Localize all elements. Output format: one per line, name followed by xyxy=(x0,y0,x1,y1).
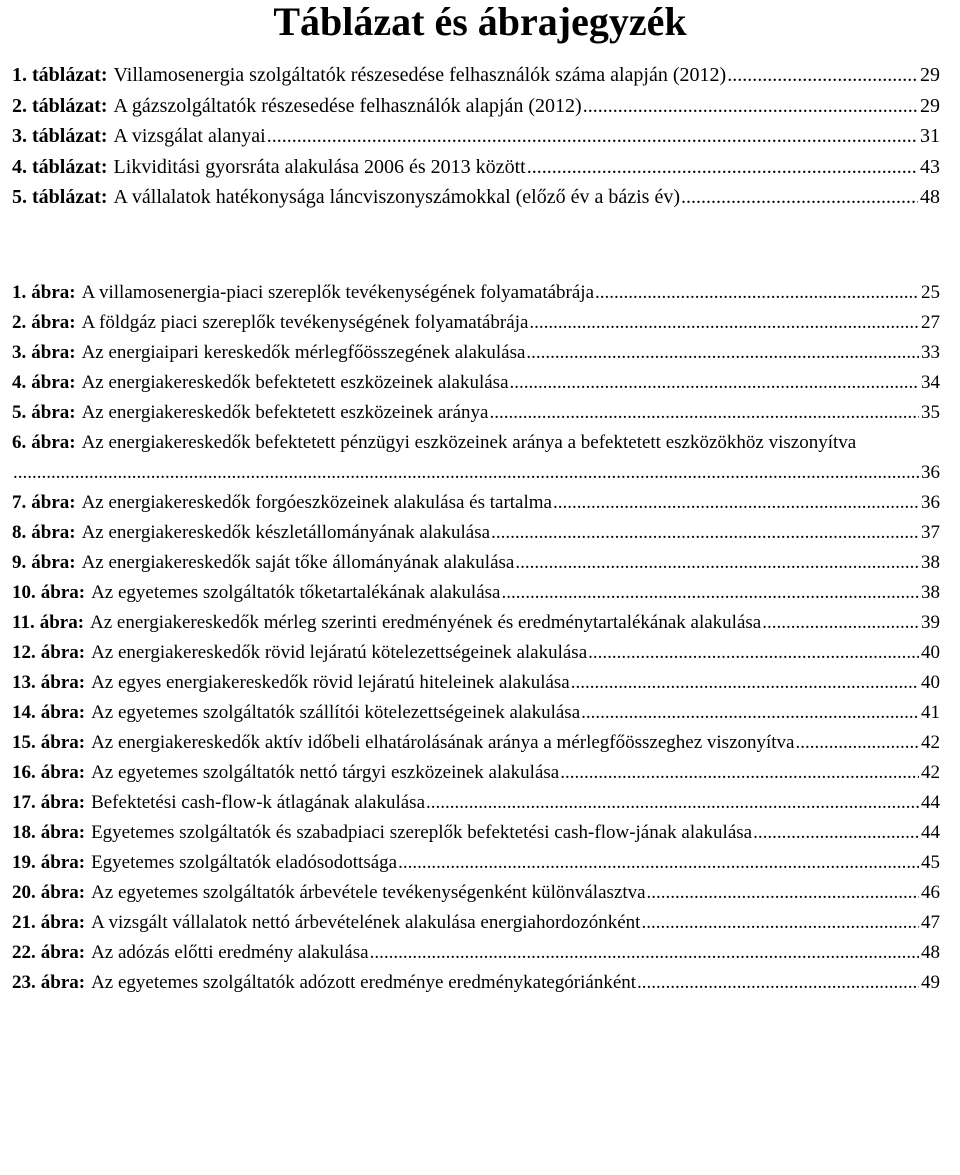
entry-title: Az energiakereskedők készletállományának alakulása xyxy=(81,522,491,543)
toc-entry-figure[interactable] xyxy=(12,698,940,728)
toc-entry-figure-continuation[interactable] xyxy=(12,458,940,488)
dot-leader xyxy=(267,121,918,152)
figure-list xyxy=(12,278,940,998)
entry-number: 2. xyxy=(12,94,27,117)
page-title: Táblázat és ábrajegyzék xyxy=(273,0,687,44)
entry-page: 29 xyxy=(920,64,940,86)
dot-leader xyxy=(510,368,919,398)
entry-page: 34 xyxy=(921,372,940,393)
toc-entry-figure[interactable] xyxy=(12,908,940,938)
toc-entry-figure[interactable] xyxy=(12,488,940,518)
entry-kind: ábra: xyxy=(31,432,76,453)
entry-title: Az energiakereskedők aktív időbeli elhatárolásának aránya a mérlegfőösszeghez viszonyítva xyxy=(91,732,795,753)
entry-number: 14. xyxy=(12,702,36,723)
dot-leader xyxy=(426,788,919,818)
toc-entry-figure[interactable] xyxy=(12,428,940,458)
dot-leader xyxy=(762,608,919,638)
dot-leader xyxy=(398,848,919,878)
dot-leader xyxy=(753,818,919,848)
entry-kind: táblázat: xyxy=(32,125,108,148)
entry-kind: ábra: xyxy=(40,822,86,843)
toc-entry-figure[interactable] xyxy=(12,848,940,878)
toc-entry-table[interactable] xyxy=(12,182,940,213)
toc-entry-figure[interactable] xyxy=(12,728,940,758)
entry-page: 25 xyxy=(921,282,940,303)
toc-entry-figure[interactable] xyxy=(12,788,940,818)
entry-kind: ábra: xyxy=(40,672,86,693)
entry-kind: ábra: xyxy=(40,792,86,813)
entry-number: 8. xyxy=(12,522,27,543)
entry-page: 42 xyxy=(921,762,940,783)
entry-title: Az adózás előtti eredmény alakulása xyxy=(91,942,369,963)
dot-leader xyxy=(727,60,918,91)
toc-entry-figure[interactable] xyxy=(12,608,940,638)
dot-leader xyxy=(583,91,918,122)
toc-entry-figure[interactable] xyxy=(12,758,940,788)
toc-entry-figure[interactable] xyxy=(12,398,940,428)
toc-entry-figure[interactable] xyxy=(12,278,940,308)
entry-page: 39 xyxy=(921,612,940,633)
entry-title: Az energiakereskedők saját tőke állományának alakulása xyxy=(81,552,515,573)
dot-leader xyxy=(588,638,919,668)
entry-number: 1. xyxy=(12,282,27,303)
entry-title: Az energiakereskedők mérleg szerinti eredményének és eredménytartalékának alakulása xyxy=(90,612,762,633)
entry-title: Az energiaipari kereskedők mérlegfőösszegének alakulása xyxy=(81,342,526,363)
entry-number: 20. xyxy=(12,882,36,903)
dot-leader xyxy=(553,488,919,518)
dot-leader xyxy=(637,968,919,998)
entry-title: Az egyetemes szolgáltatók árbevétele tevékenységenként különválasztva xyxy=(91,882,646,903)
entry-title: Az energiakereskedők befektetett pénzügyi eszközeinek aránya a befektetett eszközökhöz viszonyítva xyxy=(81,432,857,453)
entry-number: 23. xyxy=(12,972,36,993)
entry-number: 2. xyxy=(12,312,27,333)
dot-leader xyxy=(491,518,919,548)
toc-entry-figure[interactable] xyxy=(12,518,940,548)
entry-number: 5. xyxy=(12,186,27,209)
entry-number: 5. xyxy=(12,402,27,423)
entry-page: 44 xyxy=(921,822,940,843)
dot-leader xyxy=(681,182,918,213)
entry-page: 40 xyxy=(921,642,940,663)
toc-entry-figure[interactable] xyxy=(12,938,940,968)
toc-entry-figure[interactable] xyxy=(12,578,940,608)
entry-kind: táblázat: xyxy=(32,155,108,178)
table-list xyxy=(12,60,940,213)
dot-leader xyxy=(529,308,919,338)
entry-page: 38 xyxy=(921,582,940,603)
entry-number: 18. xyxy=(12,822,36,843)
toc-entry-table[interactable] xyxy=(12,91,940,122)
entry-kind: ábra: xyxy=(31,552,76,573)
entry-kind: táblázat: xyxy=(32,94,108,117)
toc-entry-figure[interactable] xyxy=(12,638,940,668)
dot-leader xyxy=(641,908,919,938)
entry-kind: táblázat: xyxy=(32,64,108,86)
toc-entry-table[interactable] xyxy=(12,152,940,183)
entry-number: 4. xyxy=(12,372,27,393)
entry-title: Az egyetemes szolgáltatók tőketartalékának alakulása xyxy=(91,582,501,603)
entry-page: 36 xyxy=(921,492,940,513)
entry-page: 44 xyxy=(921,792,940,813)
toc-entry-figure[interactable] xyxy=(12,338,940,368)
entry-kind: táblázat: xyxy=(32,186,108,209)
entry-kind: ábra: xyxy=(40,642,86,663)
entry-number: 10. xyxy=(12,582,36,603)
entry-page: 38 xyxy=(921,552,940,573)
toc-entry-table[interactable] xyxy=(12,60,940,91)
entry-page: 45 xyxy=(921,852,940,873)
entry-number: 22. xyxy=(12,942,36,963)
entry-number: 17. xyxy=(12,792,36,813)
entry-page: 49 xyxy=(921,972,940,993)
entry-page: 35 xyxy=(921,402,940,423)
toc-entry-figure[interactable] xyxy=(12,308,940,338)
entry-kind: ábra: xyxy=(40,582,86,603)
entry-kind: ábra: xyxy=(31,402,76,423)
entry-kind: ábra: xyxy=(40,972,86,993)
dot-leader xyxy=(515,548,919,578)
entry-page: 43 xyxy=(920,155,940,178)
entry-page: 27 xyxy=(921,312,940,333)
toc-entry-figure[interactable] xyxy=(12,878,940,908)
entry-title: Az egyetemes szolgáltatók nettó tárgyi eszközeinek alakulása xyxy=(91,762,560,783)
entry-title: Befektetési cash-flow-k átlagának alakulása xyxy=(91,792,426,813)
entry-page: 33 xyxy=(921,342,940,363)
entry-kind: ábra: xyxy=(31,372,76,393)
entry-title: A vállalatok hatékonysága láncviszonyszámokkal (előző év a bázis év) xyxy=(113,186,681,209)
entry-kind: ábra: xyxy=(40,762,86,783)
entry-title: Az egyetemes szolgáltatók szállítói kötelezettségeinek alakulása xyxy=(91,702,581,723)
entry-kind: ábra: xyxy=(31,522,76,543)
entry-number: 4. xyxy=(12,155,27,178)
entry-title: Az energiakereskedők befektetett eszközeinek aránya xyxy=(81,402,489,423)
entry-page: 47 xyxy=(921,912,940,933)
entry-title: Az egyetemes szolgáltatók adózott eredménye eredménykategóriánként xyxy=(91,972,637,993)
dot-leader xyxy=(370,938,919,968)
entry-title: Az energiakereskedők rövid lejáratú kötelezettségeinek alakulása xyxy=(91,642,588,663)
entry-title: Egyetemes szolgáltatók eladósodottsága xyxy=(91,852,398,873)
entry-page: 42 xyxy=(921,732,940,753)
entry-kind: ábra: xyxy=(40,912,86,933)
toc-entry-figure[interactable] xyxy=(12,668,940,698)
entry-title: A vizsgált vállalatok nettó árbevételének alakulása energiahordozónként xyxy=(91,912,641,933)
entry-number: 16. xyxy=(12,762,36,783)
dot-leader xyxy=(595,278,919,308)
entry-number: 9. xyxy=(12,552,27,573)
dot-leader xyxy=(796,728,920,758)
entry-number: 12. xyxy=(12,642,36,663)
entry-title: Az energiakereskedők befektetett eszközeinek alakulása xyxy=(81,372,509,393)
entry-page: 36 xyxy=(921,462,940,483)
entry-kind: ábra: xyxy=(40,942,86,963)
entry-number: 7. xyxy=(12,492,27,513)
entry-kind: ábra: xyxy=(40,882,86,903)
entry-title: Villamosenergia szolgáltatók részesedése felhasználók száma alapján (2012) xyxy=(113,64,727,86)
entry-number: 11. xyxy=(12,612,35,633)
dot-leader xyxy=(647,878,919,908)
entry-title: A földgáz piaci szereplők tevékenységének folyamatábrája xyxy=(81,312,529,333)
entry-page: 41 xyxy=(921,702,940,723)
dot-leader xyxy=(560,758,919,788)
entry-title: Egyetemes szolgáltatók és szabadpiaci szereplők befektetési cash-flow-jának alakulása xyxy=(91,822,753,843)
entry-kind: ábra: xyxy=(31,312,76,333)
entry-page: 31 xyxy=(920,125,940,148)
entry-title: Az egyes energiakereskedők rövid lejáratú hiteleinek alakulása xyxy=(91,672,570,693)
entry-title: Likviditási gyorsráta alakulása 2006 és 2013 között xyxy=(113,155,526,178)
dot-leader xyxy=(581,698,919,728)
entry-title: A villamosenergia-piaci szereplők tevékenységének folyamatábrája xyxy=(81,282,595,303)
entry-kind: ábra: xyxy=(31,492,76,513)
entry-number: 13. xyxy=(12,672,36,693)
entry-page: 29 xyxy=(920,94,940,117)
entry-title: Az energiakereskedők forgóeszközeinek alakulása és tartalma xyxy=(81,492,552,513)
entry-page: 48 xyxy=(921,942,940,963)
toc-entry-table[interactable] xyxy=(12,121,940,152)
entry-number: 6. xyxy=(12,432,27,453)
entry-number: 15. xyxy=(12,732,36,753)
entry-page: 40 xyxy=(921,672,940,693)
toc-entry-figure[interactable] xyxy=(12,968,940,998)
entry-kind: ábra: xyxy=(40,732,86,753)
entry-number: 3. xyxy=(12,342,27,363)
toc-entry-figure[interactable] xyxy=(12,548,940,578)
entry-title: A vizsgálat alanyai xyxy=(113,125,266,148)
dot-leader xyxy=(527,152,918,183)
entry-kind: ábra: xyxy=(39,612,85,633)
dot-leader xyxy=(526,338,919,368)
entry-kind: ábra: xyxy=(40,852,86,873)
entry-page: 48 xyxy=(920,186,940,209)
entry-number: 19. xyxy=(12,852,36,873)
entry-title: A gázszolgáltatók részesedése felhasználók alapján (2012) xyxy=(113,94,582,117)
entry-number: 21. xyxy=(12,912,36,933)
dot-leader xyxy=(489,398,919,428)
dot-leader xyxy=(13,458,919,488)
entry-kind: ábra: xyxy=(31,282,76,303)
entry-kind: ábra: xyxy=(40,702,86,723)
entry-page: 46 xyxy=(921,882,940,903)
entry-number: 1. xyxy=(12,64,27,86)
entry-number: 3. xyxy=(12,125,27,148)
dot-leader xyxy=(501,578,919,608)
entry-page: 37 xyxy=(921,522,940,543)
toc-entry-figure[interactable] xyxy=(12,818,940,848)
entry-kind: ábra: xyxy=(31,342,76,363)
toc-entry-figure[interactable] xyxy=(12,368,940,398)
dot-leader xyxy=(571,668,919,698)
